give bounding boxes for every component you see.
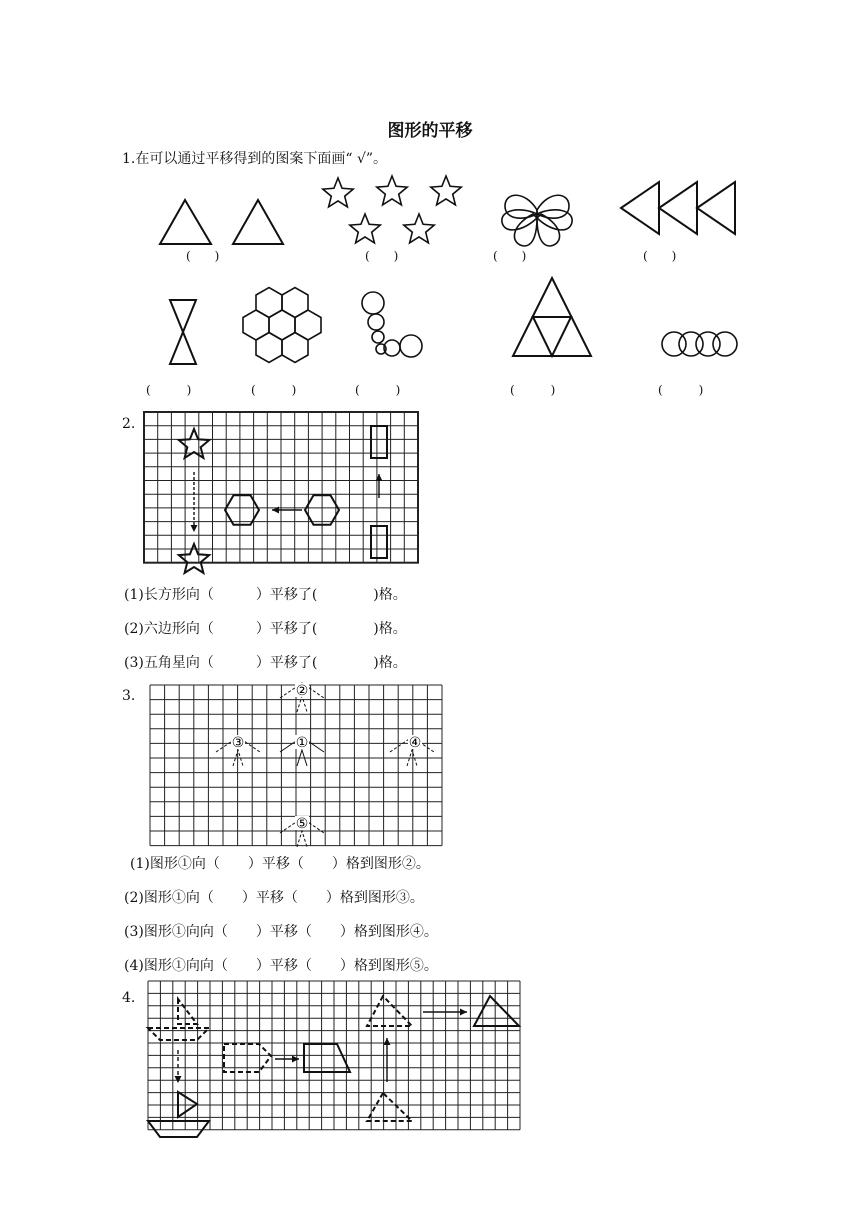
subdivided-triangle-icon bbox=[513, 278, 591, 356]
grid-lines bbox=[148, 981, 520, 1130]
q3-line: (2)图形①向（ ）平移（ ）格到图形③。 bbox=[124, 890, 424, 906]
q1-blank[interactable]: ( ) bbox=[365, 249, 399, 263]
q1-blank[interactable]: ( ) bbox=[643, 249, 677, 263]
rings-icon bbox=[662, 332, 737, 356]
triangle-pair-icon bbox=[160, 200, 283, 244]
q4-grid bbox=[147, 980, 527, 1140]
q4-number: 4. bbox=[122, 990, 136, 1006]
q2-line: (2)六边形向（ ）平移了( )格。 bbox=[124, 621, 407, 637]
left-triangles-icon bbox=[621, 182, 735, 234]
q1-blank[interactable]: ( ) bbox=[355, 383, 401, 397]
hexagon-cluster-icon bbox=[243, 288, 321, 363]
page-title: 图形的平移 bbox=[387, 121, 473, 141]
q1-blank[interactable]: ( ) bbox=[510, 383, 556, 397]
q3-number: 3. bbox=[122, 688, 136, 704]
q1-blank[interactable]: ( ) bbox=[186, 249, 220, 263]
grid-lines bbox=[144, 412, 418, 563]
q1-blank[interactable]: ( ) bbox=[493, 249, 527, 263]
q2-grid bbox=[142, 410, 422, 570]
q1-blank[interactable]: ( ) bbox=[658, 383, 704, 397]
hourglass-icon bbox=[170, 300, 196, 364]
q3-line: (3)图形①向向（ ）平移（ ）格到图形④。 bbox=[124, 924, 438, 940]
q1-blank[interactable]: ( ) bbox=[146, 383, 192, 397]
circles-icon bbox=[362, 292, 422, 357]
figure-label: ③ bbox=[231, 735, 245, 751]
q1-blank[interactable]: ( ) bbox=[251, 383, 297, 397]
figure-label: ⑤ bbox=[295, 816, 309, 832]
q3-line: (4)图形①向向（ ）平移（ ）格到图形⑤。 bbox=[124, 958, 438, 974]
clover-icon bbox=[502, 195, 572, 246]
q2-number: 2. bbox=[122, 416, 136, 432]
q2-line: (1)长方形向（ ）平移了( )格。 bbox=[124, 587, 407, 603]
stars-icon bbox=[323, 176, 461, 243]
q3-grid bbox=[149, 684, 449, 854]
q2-figures bbox=[179, 426, 387, 573]
figure-label: ④ bbox=[408, 735, 422, 751]
q2-line: (3)五角星向（ ）平移了( )格。 bbox=[124, 655, 407, 671]
figure-label: ② bbox=[295, 683, 309, 699]
q1-shapes bbox=[0, 170, 860, 430]
q1-instruction: 1.在可以通过平移得到的图案下面画“ √”。 bbox=[122, 151, 388, 167]
figure-label: ① bbox=[295, 735, 309, 751]
q3-line: (1)图形①向（ ）平移（ ）格到图形②。 bbox=[130, 856, 430, 872]
